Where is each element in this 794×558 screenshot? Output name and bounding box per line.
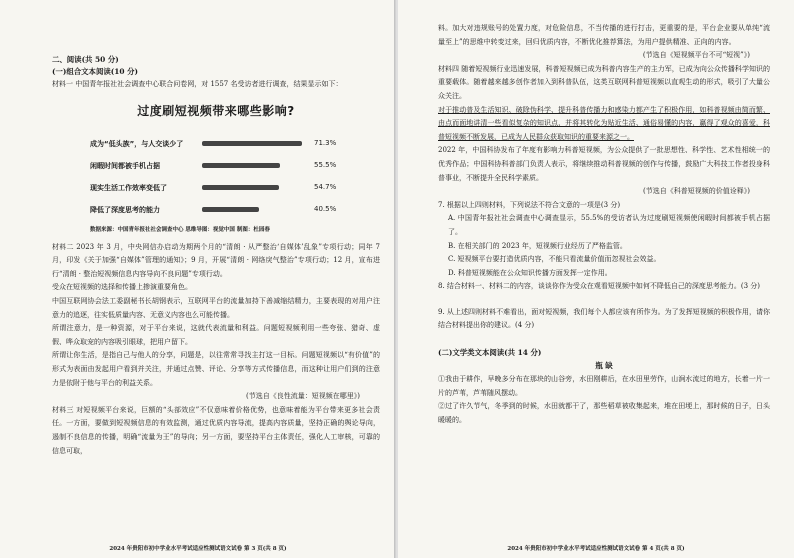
material-3-citation: (节选自《短视频平台不可“短视”》) (642, 51, 750, 60)
right-page-footer: 2024 年贵阳市初中学业水平考试适应性测试语文试卷 第 4 页(共 8 页) (507, 546, 685, 552)
section-title: 二、阅读(共 50 分) (52, 55, 119, 64)
chart-bar (202, 207, 259, 212)
material-4-paragraph-2: 2022 年，中国科协发布了年度有影响力科普短视频，为公众提供了一批思想性、科学性、艺术性相统一的优秀作品；中国科协科普部门负责人表示，将继续推动科普视频的创作与传播，鼓励广大科技工作者投身科普事业，不断提升全民科学素质。 (438, 146, 770, 182)
left-page (0, 0, 396, 558)
material-2-paragraph-5: 所谓让你生活，是指自己与他人的分享，问题是，以往常常寻找主打这一目标。问题短视频以“有价值”的形式为表面由发起用户看到并关注，并通过点赞、评论、分享等方式传播信息，而这种让用户们到的注意力是依附于他与平台的利益关系。 (52, 351, 380, 387)
chart-category-label: 降低了深度思考的能力 (90, 205, 160, 214)
chart-bar-track (202, 163, 308, 168)
chart-value-label: 40.5% (314, 204, 337, 213)
question-7-option-d: D. 科普短视频能在公众知识传播方面发挥一定作用。 (448, 268, 612, 277)
material-4-citation: (节选自《科普短视频的价值诠释》) (643, 187, 750, 196)
chart-source: 数据来源：中国青年报社社会调查中心 思维导图：视觉中国 制图：杜园春 (90, 226, 270, 233)
chart-bar-row (52, 201, 380, 223)
left-page-footer: 2024 年贵阳市初中学业水平考试适应性测试语文试卷 第 3 页(共 8 页) (109, 546, 287, 552)
chart-bar (202, 163, 280, 168)
material-4-paragraph-1: 材料四 随着短视频行业迅速发展，科普短视频已成为科普内容生产的主力军，已成为向公众传播科学知识的重要载体。随着越来越多创作者加入到科普队伍，这类互联网科普短视频以直观生动的形式，吸引了大量公众关注。 (438, 64, 770, 100)
chart-bar-track (202, 185, 308, 190)
material-4-underlined: 对于推动普及生活知识、破除伪科学、提升科普传播力和感染力都产生了积极作用，如科普视频由简而繁、由点而面地讲清一些看似复杂的知识点，并将其转化为贴近生活、通俗易懂的内容，赢得了观众的喜爱，科普短视频不断发展，已成为人民群众获取知识的重要来源之一。 (438, 105, 770, 141)
story-paragraph-1: ①我由于耕作，早晚多分布在那块的山谷旁，水田刚耕后，在水田里劳作，山涧水流过的地方，长着一片一片的芦苇，芦苇随风摆动。 (438, 375, 770, 397)
chart-value-label: 55.5% (314, 160, 337, 169)
chart-category-label: 现实生活工作效率变低了 (90, 183, 167, 192)
material-2-paragraph-3: 中国互联网协会法工委副秘书长胡钢表示，互联网平台的流量加持下善减缩结精力，主要表现的对用户注意力的追逐，往实低质量内容、无意义内容也么可能传播。 (52, 296, 380, 319)
question-8: 8. 结合材料一、材料二的内容，谈谈你作为受众在观看短视频中如何不降低自己的深度思考能力。(3 分) (438, 282, 761, 291)
material-3-paragraph: 材料三 对短视频平台来说，巨额的“头部效应”不仅意味着价格优势，也意味着能为平台带来更多社会责任。一方面，要做到短视频信息的有效监测，通过优质内容导流，提高内容质量，坚持正确的舆论导向，遏制不良信息的传播，明确“流量为王”的导向；另一方面，要坚持平台主体责任，强化人工审核，可靠的信息可取， (52, 405, 380, 455)
question-7-option-c: C. 短视频平台要打造优质内容，不能只看流量价值而忽视社会效益。 (448, 255, 661, 264)
question-7-option-b: B. 在相关部门的 2023 年，短视频行业经历了严格监管。 (448, 241, 627, 250)
chart-bar-row (52, 179, 380, 201)
material-1-intro: 材料一 中国青年报社社会调查中心联合问卷网，对 1557 名受访者进行调查，结果显示如下： (52, 80, 343, 88)
chart-bar-track (202, 141, 308, 146)
chart-title: 过度刷短视频带来哪些影响? (137, 103, 295, 118)
survey-chart (52, 102, 380, 233)
subsection-title: (一)组合文本阅读(10 分) (52, 67, 138, 76)
chart-category-label: 成为“低头族”，与人交谈少了 (90, 139, 184, 148)
chart-bar-row (52, 135, 380, 157)
material-2-citation: (节选自《良性流量：短视频在哪里》) (246, 392, 360, 401)
material-2-paragraph-2: 受众在短视频的选择和传播上掺演重要角色。 (52, 283, 192, 292)
material-2-paragraph-4: 所谓注意力，是一种资源，对于平台来说，这就代表流量和利益。问题短视频利用一些夸张、猎奇、虚假、哗众取宠的内容吸引眼球，把用户留下。 (52, 324, 380, 346)
question-9: 9. 从上述四则材料不难看出，面对短视频，我们每个人都应该有所作为。为了发挥短视频的积极作用，请你结合材料提出你的建议。(4 分) (438, 307, 770, 330)
right-page (398, 0, 794, 558)
story-paragraph-2: ②过了许久节气，冬季到的时候，水田就都干了，那些稻草被收集起来，堆在田埂上，那时候的日子，日头暖暖的。 (438, 402, 770, 424)
chart-bars (52, 135, 380, 223)
question-7: 7. 根据以上四则材料，下列说法不符合文意的一项是(3 分) (438, 200, 621, 209)
story-title: 瓶 缺 (595, 361, 613, 371)
chart-bar-row (52, 157, 380, 179)
chart-bar-track (202, 207, 308, 212)
chart-value-label: 54.7% (314, 182, 337, 191)
chart-bar (202, 141, 302, 146)
section-2-title: (二)文学类文本阅读(共 14 分) (438, 348, 542, 358)
question-7-option-a: A. 中国青年报社社会调查中心调查显示，55.5%的受访者认为过度刷短视频使闲暇时间都被手机占据了。 (448, 214, 770, 236)
material-2-paragraph-1: 材料二 2023 年 3 月，中央网信办启动为期两个月的“清朗 · 从严整治‘自媒体’乱象”专项行动；同年 7 月，印发《关于加强“自媒体”管理的通知》；9 月，开展“清朗 · 网络戾气整治”专项行动；12 月，宣布进行“清朗 · 整治短视频信息内容导向不良问题”专项行动。 (52, 242, 380, 278)
chart-bar (202, 185, 279, 190)
material-3-continuation: 料。加大对违规账号的处置力度，对危险信息，不当传播的进行打击，更重要的是，平台企业要从单纯“流量至上”的思维中转变过来，回归优质内容，不断优化推荐算法，为用户提供精准、正向的内容。 (438, 24, 770, 46)
chart-category-label: 闲暇时间都被手机占据 (90, 161, 160, 170)
chart-value-label: 71.3% (314, 138, 337, 147)
